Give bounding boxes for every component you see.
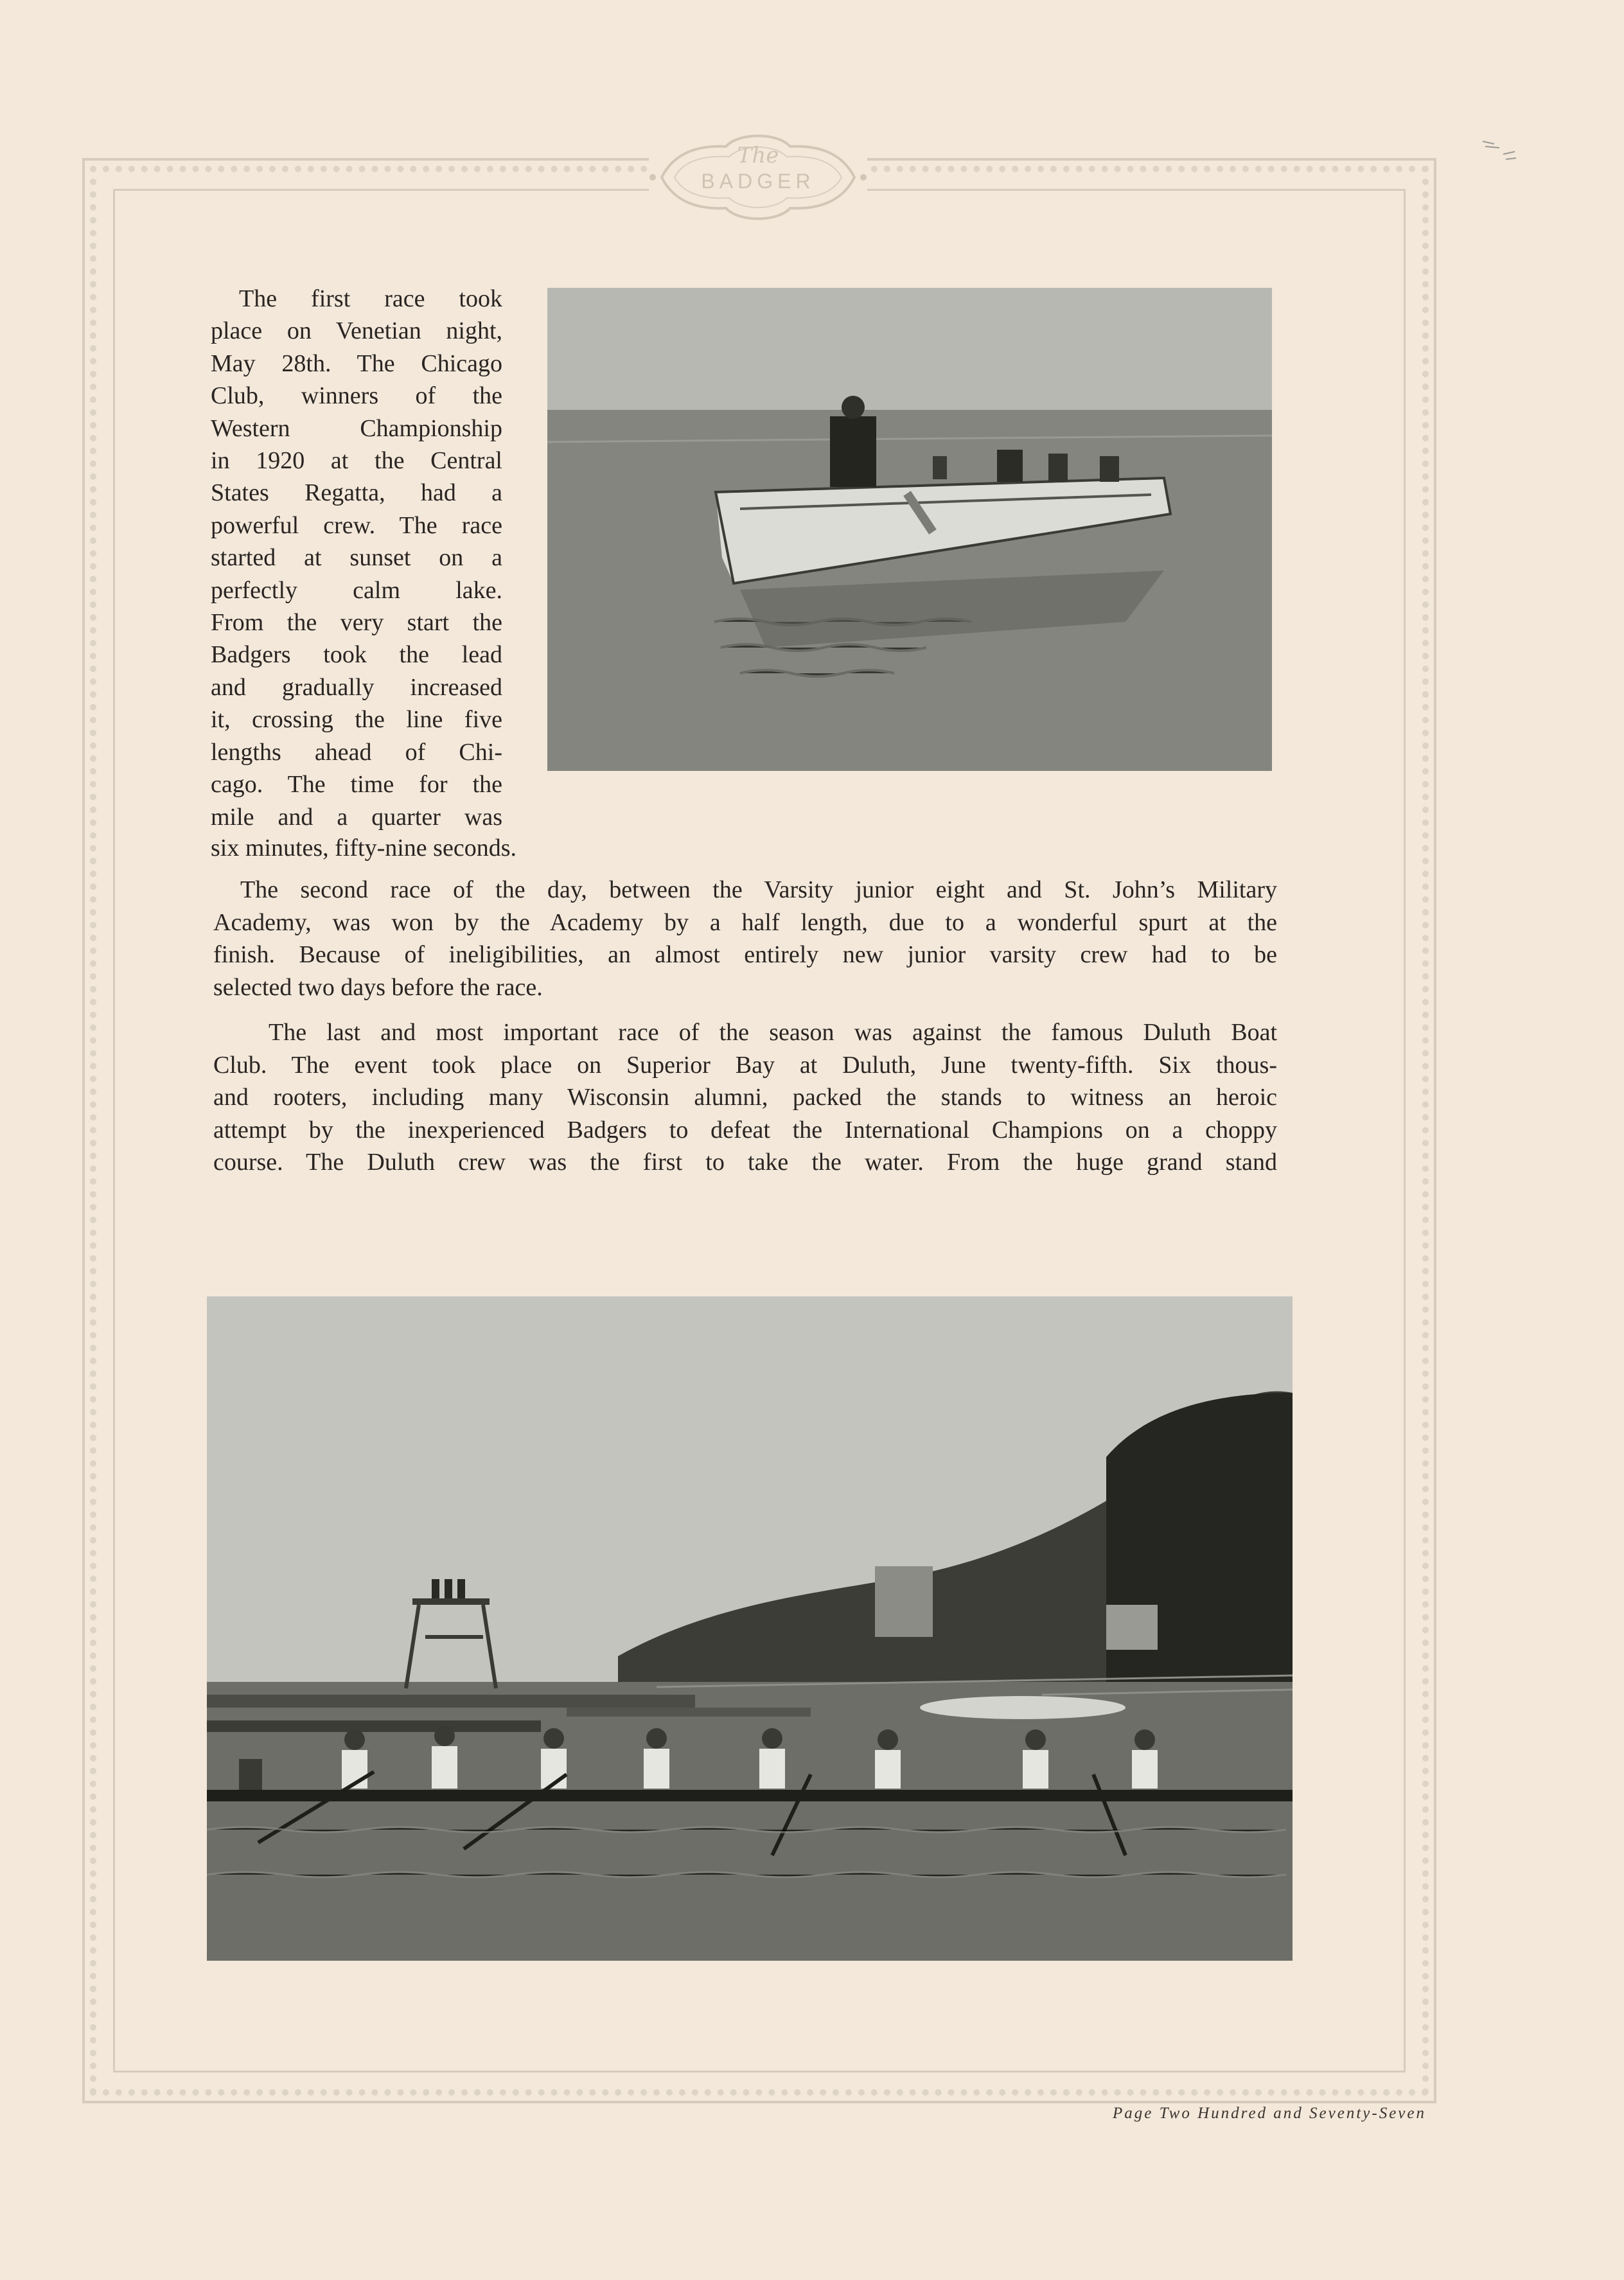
text-line: course. The Duluth crew was the first to take the water. From the huge grand stand — [213, 1149, 1277, 1176]
text-line: Club, winners of the — [211, 382, 502, 410]
text-line: perfectly calm lake. — [211, 576, 502, 604]
text-line: Club. The event took place on Superior Bay at Duluth, June twenty-fifth. Six thous- — [213, 1051, 1277, 1079]
second-race-paragraph — [213, 874, 1277, 1003]
text-line: place on Venetian night, — [211, 317, 502, 345]
text-line: started at sunset on a — [211, 544, 502, 572]
header-badger: BADGER — [701, 170, 815, 193]
text-line: The first race took — [239, 285, 502, 312]
text-line: Badgers took the lead — [211, 641, 502, 669]
text-line: and rooters, including many Wisconsin alumni, packed the stands to witness an heroic — [213, 1084, 1277, 1111]
text-line: finish. Because of ineligibilities, an almost entirely new junior varsity crew had to be — [213, 941, 1277, 968]
text-line: in 1920 at the Central — [211, 447, 502, 475]
text-line: mile and a quarter was — [211, 803, 502, 831]
text-line: attempt by the inexperienced Badgers to defeat the International Champions on a choppy — [213, 1116, 1277, 1144]
first-race-last-line: six minutes, fifty-nine seconds. — [211, 835, 516, 862]
motorboat-photo — [547, 288, 1272, 771]
text-line: it, crossing the line five — [211, 706, 502, 734]
text-line: From the very start the — [211, 609, 502, 637]
text-line: The second race of the day, between the Varsity junior eight and St. John’s Military — [240, 876, 1277, 903]
duluth-race-paragraph — [213, 1016, 1277, 1179]
stray-ink-mark — [1478, 132, 1522, 171]
text-line: lengths ahead of Chi- — [211, 738, 502, 766]
text-line: cago. The time for the — [211, 771, 502, 799]
text-line: Western Championship — [211, 414, 502, 442]
first-race-column — [211, 283, 502, 833]
rowing-crew-photo — [207, 1296, 1293, 1961]
page-number: Page Two Hundred and Seventy-Seven — [1113, 2105, 1426, 2122]
text-line: May 28th. The Chicago — [211, 349, 502, 377]
text-line: powerful crew. The race — [211, 511, 502, 539]
text-line: The last and most important race of the season was against the famous Duluth Boat — [269, 1019, 1277, 1046]
text-line: Academy, was won by the Academy by a half length, due to a wonderful spurt at the — [213, 908, 1277, 936]
text-line: and gradually increased — [211, 673, 502, 701]
text-line: selected two days before the race. — [213, 973, 543, 1001]
text-line: States Regatta, had a — [211, 479, 502, 507]
header-the: The — [737, 143, 779, 168]
